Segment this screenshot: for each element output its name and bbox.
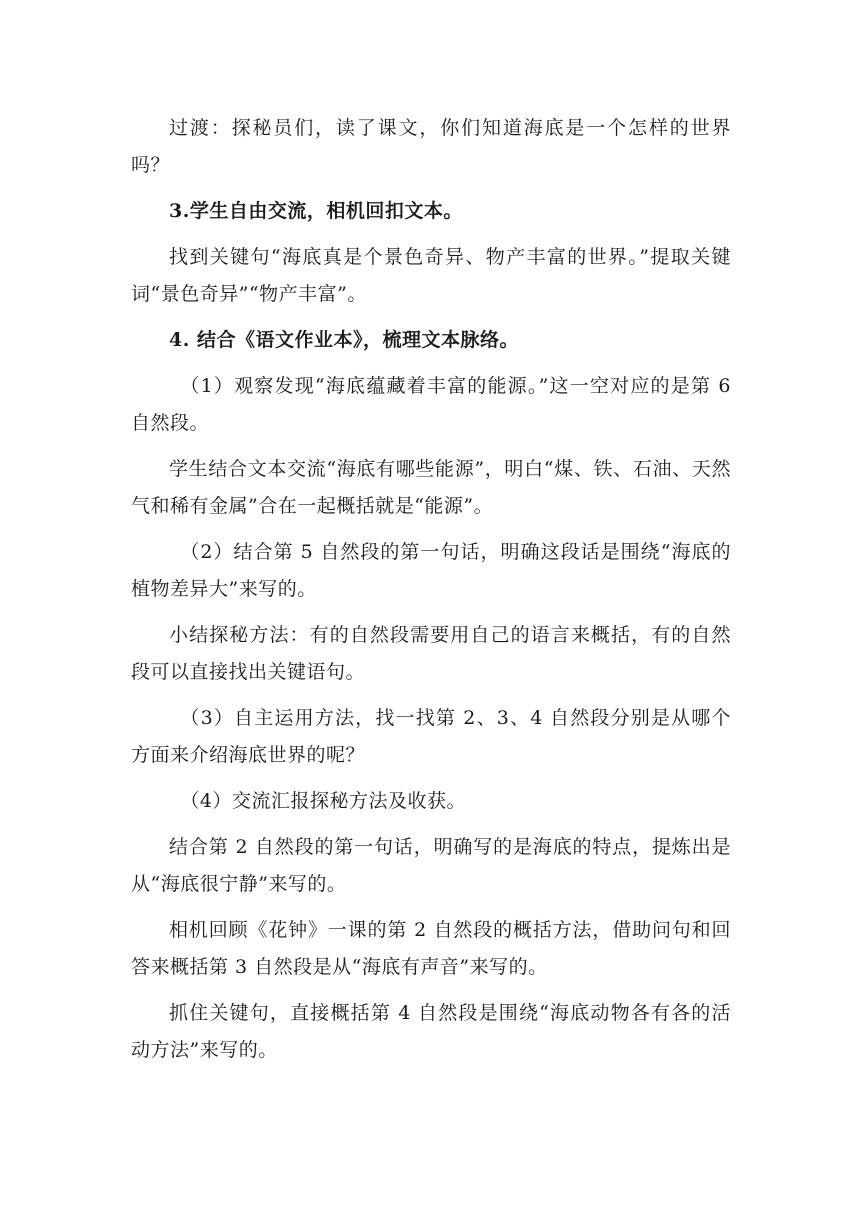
paragraph-summary: 小结探秘方法：有的自然段需要用自己的语言来概括，有的自然段可以直接找出关键语句。 xyxy=(131,624,731,683)
paragraph-transition: 过渡：探秘员们，读了课文，你们知道海底是一个怎样的世界吗？ xyxy=(131,117,731,176)
paragraph-item-1: （1）观察发现“海底蕴藏着丰富的能源。”这一空对应的是第 6 自然段。 xyxy=(131,375,731,434)
paragraph-section-3: 相机回顾《花钟》一课的第 2 自然段的概括方法，借助问句和回答来概括第 3 自然段是从“海底有声音”来写的。 xyxy=(131,919,731,978)
paragraph-energy: 学生结合文本交流“海底有哪些能源”，明白“煤、铁、石油、天然气和稀有金属”合在一起概括就是“能源”。 xyxy=(131,458,731,517)
paragraph-item-2: （2）结合第 5 自然段的第一句话，明确这段话是围绕“海底的植物差异大”来写的。 xyxy=(131,541,731,600)
paragraph-section-4: 抓住关键句，直接概括第 4 自然段是围绕“海底动物各有各的活动方法”来写的。 xyxy=(131,1002,731,1061)
paragraph-item-3: （3）自主运用方法，找一找第 2、3、4 自然段分别是从哪个方面来介绍海底世界的呢？ xyxy=(131,707,731,766)
document-body xyxy=(131,110,731,1078)
paragraph-key-sentence: 找到关键句“海底真是个景色奇异、物产丰富的世界。”提取关键词“景色奇异”“物产丰富”。 xyxy=(131,246,731,305)
paragraph-item-4: （4）交流汇报探秘方法及收获。 xyxy=(180,790,466,812)
heading-step-3: 3.学生自由交流，相机回扣文本。 xyxy=(169,200,463,222)
paragraph-section-2: 结合第 2 自然段的第一句话，明确写的是海底的特点，提炼出是从“海底很宁静”来写的。 xyxy=(131,836,731,895)
heading-step-4: 4. 结合《语文作业本》，梳理文本脉络。 xyxy=(169,329,519,351)
